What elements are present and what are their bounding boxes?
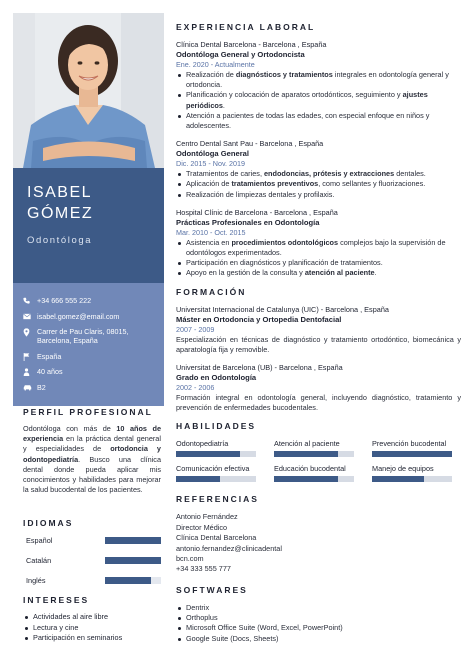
skill-name: Comunicación efectiva <box>176 464 250 474</box>
experience-list <box>176 40 461 279</box>
nationality-text: España <box>37 351 62 361</box>
bullet-text: dentales. <box>394 169 426 179</box>
profile-text-part: Odontóloga con más de <box>23 424 117 433</box>
software-item: Dentrix <box>176 603 461 613</box>
languages-list <box>23 535 161 586</box>
language-name: Español <box>26 536 53 545</box>
experience-bullet <box>176 179 461 189</box>
bullet-text: Aplicación de <box>186 179 232 189</box>
bullet-bold: procedimientos odontológicos <box>231 237 339 247</box>
bullet-text: Asistencia en <box>186 237 232 247</box>
skill-level-bar <box>372 476 452 482</box>
skills-grid <box>176 439 461 482</box>
education-entry <box>176 363 461 413</box>
skill-level-fill <box>372 476 424 482</box>
software-item: Orthoplus <box>176 613 461 623</box>
profile-heading: PERFIL PROFESIONAL <box>23 407 153 417</box>
education-description: Formación integral en odontología general, incluyendo diagnóstico, tratamiento y prevención de enfermedades bucodentales. <box>176 393 461 413</box>
person-icon <box>23 367 37 376</box>
language-level-bar <box>105 557 161 564</box>
experience-section <box>176 22 461 279</box>
language-row <box>23 575 161 586</box>
experience-bullet <box>176 258 461 268</box>
email-icon <box>23 312 37 320</box>
age-text: 40 años <box>37 367 63 376</box>
profile-photo <box>13 13 164 168</box>
job-title: Odontóloga <box>27 235 93 246</box>
name-block <box>13 168 164 283</box>
skill-name: Prevención bucodental <box>372 439 447 449</box>
skill-item <box>372 464 462 482</box>
contact-address <box>23 327 154 345</box>
bullet-bold: diagnósticos y tratamientos <box>235 70 333 79</box>
phone-icon <box>23 296 37 304</box>
interests-list <box>23 612 161 644</box>
interest-item: Lectura y cine <box>23 623 161 634</box>
experience-bullets <box>176 169 461 200</box>
education-heading: FORMACIÓN <box>176 286 247 297</box>
experience-bullet <box>176 70 461 90</box>
location-icon <box>23 327 37 337</box>
education-dates: 2002 - 2006 <box>176 383 215 393</box>
interests-section <box>23 595 161 644</box>
address-text: Carrer de Pau Claris, 08015, Barcelona, España <box>37 327 129 345</box>
reference-line: Director Médico <box>176 522 228 532</box>
experience-position: Odontóloga General y Ortodoncista <box>176 50 305 59</box>
references-section <box>176 494 461 574</box>
education-degree: Grado en Odontología <box>176 373 257 383</box>
first-name: ISABEL <box>27 184 93 201</box>
contact-nationality <box>23 352 154 361</box>
email-text: isabel.gomez@email.com <box>37 311 120 321</box>
phone-text: +34 666 555 222 <box>37 296 92 305</box>
software-section <box>176 585 461 644</box>
experience-bullet <box>176 238 461 258</box>
language-name: Inglés <box>26 576 46 585</box>
language-row <box>23 535 161 546</box>
interest-item: Actividades al aire libre <box>23 612 161 623</box>
skill-level-bar <box>274 451 354 457</box>
education-dates: 2007 - 2009 <box>176 324 215 334</box>
profile-text-part: en la práctica dental general y especialidades de <box>23 434 161 454</box>
skill-level-fill <box>274 476 338 482</box>
skill-item <box>372 439 462 457</box>
experience-org: Clínica Dental Barcelona - Barcelona , España <box>176 40 327 49</box>
bullet-text: Tratamientos de caries, <box>186 169 264 179</box>
contact-email <box>23 312 154 321</box>
flag-icon <box>23 352 37 361</box>
skill-level-fill <box>274 451 338 457</box>
profile-text-bold: ortodoncia y odontopediatría <box>23 444 161 464</box>
bullet-text: . <box>374 268 377 278</box>
bullet-bold: endodoncias, prótesis y extracciones <box>264 169 395 179</box>
last-name: GÓMEZ <box>27 205 94 222</box>
skill-name: Atención al paciente <box>274 439 340 449</box>
experience-bullet <box>176 169 461 179</box>
language-row <box>23 555 161 566</box>
skill-item <box>274 464 372 482</box>
bullet-text: complejos bajo la supervisión de odontólogos experimentados. <box>186 237 446 258</box>
education-entry <box>176 305 461 355</box>
skill-level-fill <box>176 451 240 457</box>
contact-phone <box>23 296 154 305</box>
software-heading: SOFTWARES <box>176 584 248 595</box>
references-list <box>176 512 461 574</box>
bullet-text: Atención a pacientes de todas las edades, con especial enfoque en niños y adolescentes. <box>186 110 430 131</box>
education-section <box>176 287 461 414</box>
bullet-text: Apoyo en la gestión de la consulta y <box>186 268 305 278</box>
bullet-text: integrales en odontología general y ortodoncia. <box>186 70 449 90</box>
bullet-text: Planificación y colocación de aparatos ortodónticos, seguimiento y <box>186 90 403 100</box>
skill-item <box>176 464 274 482</box>
language-level-fill <box>105 557 161 564</box>
experience-heading: EXPERIENCIA LABORAL <box>176 22 316 32</box>
reference-line: antonio.fernandez@clinicadental <box>176 543 282 553</box>
profile-section <box>23 407 161 495</box>
skill-level-bar <box>176 451 256 457</box>
language-level-fill <box>105 577 151 584</box>
experience-org: Hospital Clínic de Barcelona - Barcelona , España <box>176 207 338 217</box>
experience-bullet <box>176 111 461 131</box>
language-level-bar <box>105 577 161 584</box>
experience-entry <box>176 208 461 279</box>
reference-line: +34 333 555 777 <box>176 564 231 574</box>
interests-heading: INTERESES <box>23 595 90 605</box>
bullet-text: Realización de <box>186 70 236 79</box>
languages-section <box>23 518 161 595</box>
bullet-bold: tratamientos preventivos <box>231 179 319 189</box>
main-content <box>176 22 461 644</box>
interest-item: Participación en seminarios <box>23 633 161 644</box>
software-item: Microsoft Office Suite (Word, Excel, PowerPoint) <box>176 623 461 633</box>
car-icon <box>23 383 37 391</box>
experience-bullet <box>176 190 461 200</box>
experience-org: Centro Dental Sant Pau - Barcelona , España <box>176 139 324 149</box>
experience-position: Prácticas Profesionales en Odontología <box>176 217 320 227</box>
language-level-bar <box>105 537 161 544</box>
experience-dates: Dic. 2015 - Nov. 2019 <box>176 159 245 169</box>
skill-level-fill <box>372 451 452 457</box>
experience-position: Odontóloga General <box>176 149 249 159</box>
experience-dates: Ene. 2020 - Actualmente <box>176 60 255 69</box>
education-list <box>176 305 461 414</box>
experience-bullet <box>176 268 461 278</box>
reference-line: bcn.com <box>176 554 204 564</box>
profile-text-bold: 10 años de experiencia <box>23 424 161 444</box>
experience-bullets <box>176 238 461 279</box>
software-list <box>176 603 461 644</box>
skill-level-bar <box>372 451 452 457</box>
languages-heading: IDIOMAS <box>23 518 74 528</box>
references-heading: REFERENCIAS <box>176 494 259 505</box>
bullet-text: Realización de limpiezas dentales y profilaxis. <box>186 189 335 199</box>
contact-info <box>13 283 164 406</box>
education-description: Especialización en técnicas de diagnóstico y tratamiento ortodóntico, biomecánica y aparatología fija y removible. <box>176 334 461 354</box>
skills-section <box>176 421 461 482</box>
experience-entry <box>176 139 461 200</box>
reference-line: Clínica Dental Barcelona <box>176 533 257 543</box>
experience-dates: Mar. 2010 - Oct. 2015 <box>176 227 246 237</box>
profile-text <box>23 424 161 495</box>
skill-level-bar <box>176 476 256 482</box>
skill-item <box>176 439 274 457</box>
contact-age <box>23 367 154 376</box>
bullet-bold: ajustes periódicos <box>186 90 428 110</box>
skill-name: Odontopediatría <box>176 439 229 449</box>
bullet-text: . <box>222 100 225 110</box>
education-degree: Máster en Ortodoncia y Ortopedia Dentofacial <box>176 314 342 324</box>
experience-bullets <box>176 70 461 131</box>
license-text: B2 <box>37 382 46 392</box>
reference-line: Antonio Fernández <box>176 512 238 522</box>
skill-level-fill <box>176 476 220 482</box>
bullet-bold: atención al paciente <box>304 268 375 278</box>
profile-text-part: . Busco una clínica dental donde pueda aplicar mis conocimientos y habilidades para mejorar la salud bucodental de los pacientes. <box>23 454 161 495</box>
experience-bullet <box>176 90 461 110</box>
bullet-text: , como sellantes y fluorizaciones. <box>318 179 426 189</box>
language-name: Catalán <box>26 556 52 565</box>
bullet-text: Participación en diagnósticos y planificación de tratamientos. <box>186 258 383 268</box>
skills-heading: HABILIDADES <box>176 421 257 432</box>
software-item: Google Suite (Docs, Sheets) <box>176 634 461 644</box>
experience-entry <box>176 40 461 131</box>
contact-license <box>23 383 154 392</box>
skill-level-bar <box>274 476 354 482</box>
skill-name: Educación bucodental <box>274 464 346 474</box>
sidebar <box>13 13 164 661</box>
education-org: Universitat Internacional de Catalunya (UIC) - Barcelona , España <box>176 304 389 314</box>
language-level-fill <box>105 537 161 544</box>
skill-item <box>274 439 372 457</box>
education-org: Universitat de Barcelona (UB) - Barcelona , España <box>176 363 343 373</box>
skill-name: Manejo de equipos <box>372 464 434 474</box>
